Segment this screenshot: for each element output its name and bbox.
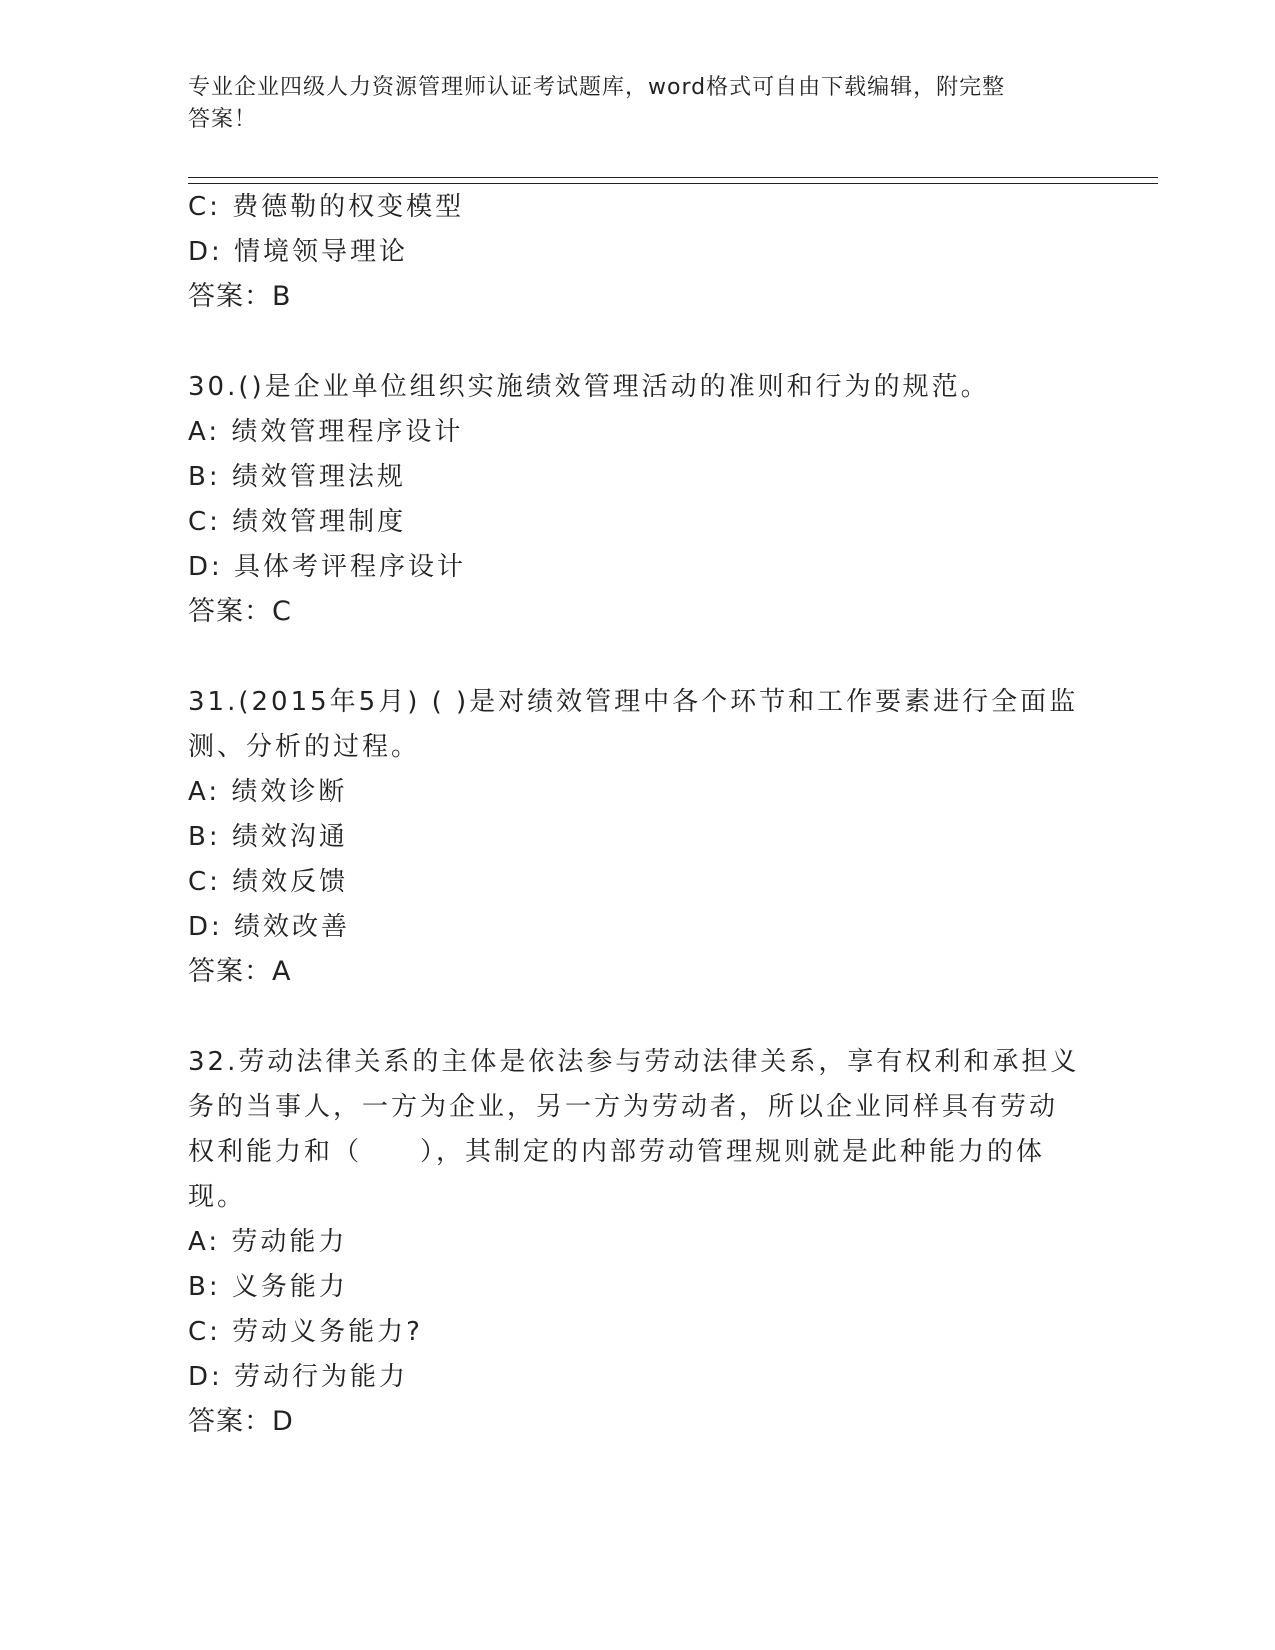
header-line-1: 专业企业四级人力资源管理师认证考试题库，word格式可自由下载编辑，附完整 [188, 75, 1006, 100]
option-c: C: 费德勒的权变模型 [188, 192, 465, 222]
option-d: D: 具体考评程序设计 [188, 552, 467, 582]
option-b: B: 绩效沟通 [188, 822, 348, 852]
option-d: D: 绩效改善 [188, 912, 351, 942]
header-divider-bottom [188, 183, 1158, 184]
question-stem-continued: 权利能力和（ ），其制定的内部劳动管理规则就是此种能力的体 [188, 1137, 1046, 1167]
option-d: D: 情境领导理论 [188, 237, 409, 267]
question-stem: 32.劳动法律关系的主体是依法参与劳动法律关系，享有权利和承担义 [188, 1047, 1080, 1077]
question-stem-continued: 测、分析的过程。 [188, 732, 421, 762]
option-a: A: 劳动能力 [188, 1227, 348, 1257]
answer-label: 答案：D [188, 1406, 294, 1437]
option-a: A: 绩效管理程序设计 [188, 417, 464, 447]
option-c: C: 劳动义务能力? [188, 1317, 423, 1347]
option-b: B: 义务能力 [188, 1272, 348, 1302]
option-c: C: 绩效反馈 [188, 867, 349, 897]
header-divider-top [188, 177, 1158, 178]
question-stem: 30.()是企业单位组织实施绩效管理活动的准则和行为的规范。 [188, 372, 990, 402]
question-stem-continued: 务的当事人，一方为企业，另一方为劳动者，所以企业同样具有劳动 [188, 1092, 1059, 1122]
question-stem-continued: 现。 [188, 1182, 247, 1212]
answer-label: 答案：B [188, 281, 292, 312]
answer-label: 答案：A [188, 956, 292, 987]
document-header [188, 72, 1088, 136]
answer-label: 答案：C [188, 596, 292, 627]
option-c: C: 绩效管理制度 [188, 507, 407, 537]
option-d: D: 劳动行为能力 [188, 1362, 409, 1392]
option-a: A: 绩效诊断 [188, 777, 348, 807]
option-b: B: 绩效管理法规 [188, 462, 406, 492]
header-line-2: 答案！ [188, 107, 258, 132]
question-stem: 31.(2015年5月) ( )是对绩效管理中各个环节和工作要素进行全面监 [188, 687, 1079, 717]
